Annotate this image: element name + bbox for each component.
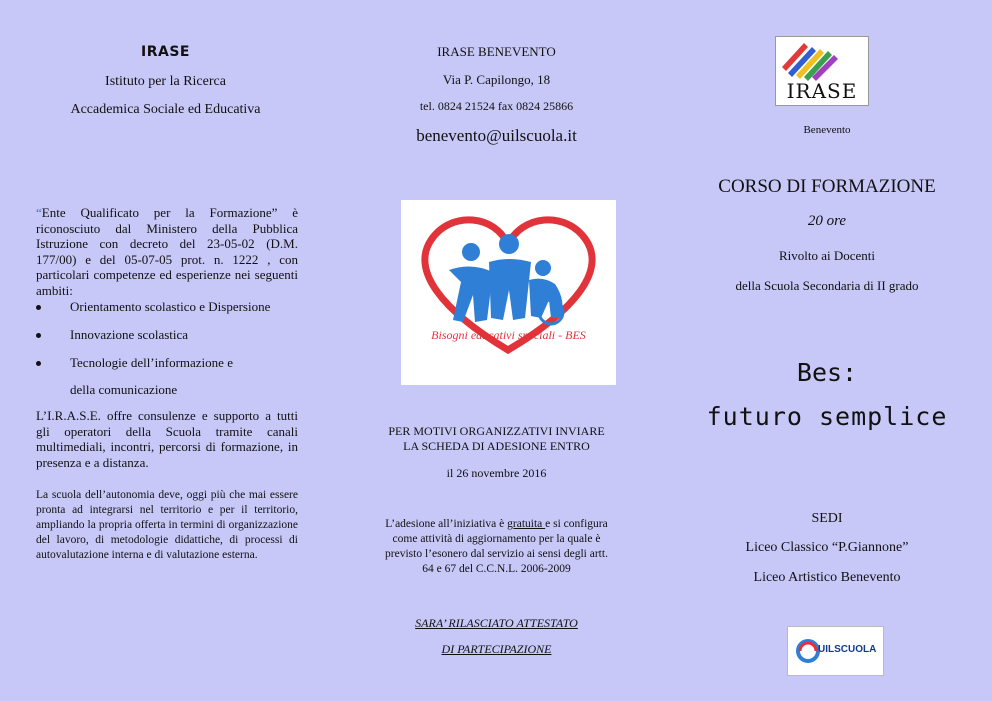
- adhesion-paragraph: L’adesione all’iniziativa è gratuita e si configura come attività di aggiornamento per la quale è previsto l’esonero dal servizio ai sensi degli artt. 64 e 67 del C.C.N.L. 2006-2009: [385, 518, 608, 575]
- deadline-notice: [331, 424, 662, 454]
- logo-caption: Benevento: [803, 124, 851, 136]
- bullet-icon: [36, 333, 41, 338]
- uilscuola-logo: [787, 626, 884, 676]
- intro-paragraph: [36, 205, 298, 298]
- venue-1: Liceo Classico “P.Giannone”: [745, 540, 909, 555]
- bullet-icon: [36, 305, 41, 310]
- course-hours: 20 ore: [807, 213, 847, 229]
- office-address: Via P. Capilongo, 18: [442, 72, 551, 87]
- certificate-line2: DI PARTECIPAZIONE: [441, 642, 552, 656]
- intro-text: Ente Qualificato per la Formazione” è riconosciuto dal Ministero della Pubblica Istruzione con decreto del 23-05-02 (D.M. 177/00) e del 05-07-05 prot. n. 1222 , con particolari competenze ed esperienze nei seguenti ambiti:: [36, 205, 298, 298]
- uilscuola-logo-text: UILSCUOLA: [818, 644, 877, 655]
- services-paragraph: L’I.R.A.S.E. offre consulenze e supporto a tutti gli operatori della Scuola tramite canali multimediali, incontri, percorsi di formazione, in presenza e a distanza.: [36, 408, 298, 470]
- institute-subtitle-1: Istituto per la Ricerca: [105, 74, 226, 89]
- course-audience-1: Rivolto ai Docenti: [778, 248, 876, 263]
- irase-logo-text: IRASE: [786, 79, 858, 103]
- course-title: CORSO DI FORMAZIONE: [718, 176, 936, 197]
- middle-panel: [331, 0, 662, 701]
- bes-image-caption: Bisogni educativi speciali - BES: [431, 328, 586, 342]
- autonomy-paragraph: La scuola dell’autonomia deve, oggi più che mai essere pronta ad integrarsi nel territorio e per il territorio, ampliando la propria offerta in termini di organizzazione del lavoro, di metodologie didattiche, di processi di autovalutazione interna e di valutazione esterna.: [36, 489, 298, 561]
- left-panel: IRASE Istituto per la Ricerca Accademica Sociale ed Educativa “Ente Qualificato per la Formazione” è riconosciuto dal Ministero della Pubblica Istruzione con decreto del 23-05-02 (D.M. 177/00) e del 05-07-05 prot. n. 1222 , con particolari competenze ed esperienze nei seguenti ambiti: Orientamento scolastico e Dispersione Innovazione scolastica Tecnologie dell’informazione e della comunicazione L’I.R.A.S.E. offre consulenze e supporto a tutti gli operatori della Scuola tramite canali multimediali, incontri, percorsi di formazione, in presenza e a distanza. La scuola dell’autonomia deve, oggi più che mai essere pronta ad integrarsi nel territorio e per il territorio, ampliando la propria offerta in termini di organizzazione del lavoro, di metodologie didattiche, di processi di autovalutazione interna e di valutazione esterna.: [0, 0, 331, 701]
- deadline-notice-line2: LA SCHEDA DI ADESIONE ENTRO: [403, 439, 590, 453]
- course-audience-2: della Scuola Secondaria di II grado: [735, 278, 919, 293]
- office-phone: tel. 0824 21524 fax 0824 25866: [419, 99, 574, 113]
- certificate-line1: SARA’ RILASCIATO ATTESTATO: [415, 616, 578, 630]
- main-title-line1: Bes:: [796, 358, 858, 387]
- institute-subtitle-2: Accademica Sociale ed Educativa: [70, 102, 261, 117]
- irase-logo: [775, 36, 869, 106]
- bes-illustration: [401, 200, 616, 385]
- deadline-notice-line1: PER MOTIVI ORGANIZZATIVI INVIARE: [388, 424, 605, 438]
- bullet-continuation: della comunicazione: [70, 382, 178, 397]
- irase-brand-title: IRASE: [141, 44, 190, 60]
- bes-heart-figures-icon: [401, 200, 616, 385]
- office-email[interactable]: benevento@uilscuola.it: [416, 126, 577, 145]
- deadline-date: il 26 novembre 2016: [446, 466, 547, 480]
- main-title-line2: futuro semplice: [706, 402, 948, 431]
- venues-label: SEDI: [811, 511, 843, 526]
- free-highlight: gratuita: [507, 518, 546, 530]
- venue-2: Liceo Artistico Benevento: [753, 570, 901, 585]
- office-name: IRASE BENEVENTO: [437, 44, 556, 59]
- intro-quote-mark: “: [36, 205, 42, 220]
- bullet-icon: [36, 361, 41, 366]
- uil-swirl-icon: [796, 639, 820, 663]
- right-panel: [662, 0, 992, 701]
